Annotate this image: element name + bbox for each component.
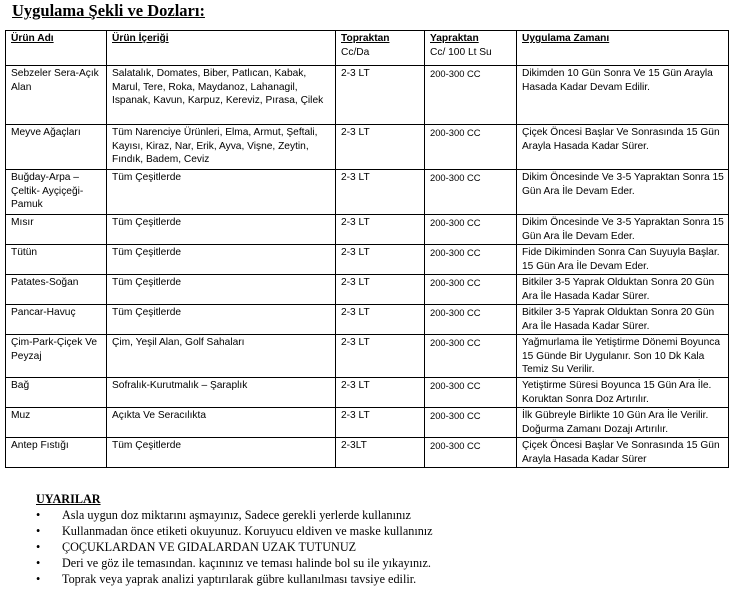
header-unit: Cc/Da (341, 46, 370, 58)
header-product-content (107, 31, 336, 66)
cell-soil-dose: 2-3 LT (336, 335, 425, 378)
cell-soil-dose: 2-3 LT (336, 215, 425, 245)
cell-leaf-dose: 200-300 CC (425, 170, 517, 215)
table-row (6, 335, 729, 378)
table-row (6, 170, 729, 215)
warning-item (36, 571, 433, 587)
table-row (6, 378, 729, 408)
cell-product-content: Tüm Çeşitlerde (107, 438, 336, 468)
cell-product-name: Antep Fıstığı (6, 438, 107, 468)
cell-product-content: Tüm Çeşitlerde (107, 275, 336, 305)
cell-product-name: Sebzeler Sera-Açık Alan (6, 66, 107, 125)
cell-application-time: Bitkiler 3-5 Yaprak Olduktan Sonra 20 Gün Ara İle Hasada Kadar Sürer. (517, 275, 729, 305)
page-title: Uygulama Şekli ve Dozları: (12, 1, 205, 20)
cell-application-time: Yetiştirme Süresi Boyunca 15 Gün Ara İle. Koruktan Sonra Doz Artırılır. (517, 378, 729, 408)
table-header-row (6, 31, 729, 66)
cell-product-name: Meyve Ağaçları (6, 125, 107, 170)
cell-soil-dose: 2-3 LT (336, 66, 425, 125)
cell-product-name: Çim-Park-Çiçek Ve Peyzaj (6, 335, 107, 378)
warning-text: Kullanmadan önce etiketi okuyunuz. Koruyucu eldiven ve maske kullanınız (62, 524, 433, 538)
warning-text: Asla uygun doz miktarını aşmayınız, Sadece gerekli yerlerde kullanınız (62, 508, 411, 522)
warning-text: ÇOÇUKLARDAN VE GIDALARDAN UZAK TUTUNUZ (62, 540, 357, 554)
cell-soil-dose: 2-3LT (336, 438, 425, 468)
warning-text: Deri ve göz ile temasından. kaçınınız ve teması halinde bol su ile yıkayınız. (62, 556, 431, 570)
cell-leaf-dose: 200-300 CC (425, 215, 517, 245)
table-row (6, 305, 729, 335)
cell-product-content: Çim, Yeşil Alan, Golf Sahaları (107, 335, 336, 378)
cell-leaf-dose: 200-300 CC (425, 305, 517, 335)
cell-product-content: Tüm Çeşitlerde (107, 215, 336, 245)
table-row (6, 215, 729, 245)
bullet-icon: • (36, 540, 41, 554)
table-row (6, 275, 729, 305)
warning-item (36, 523, 433, 539)
cell-soil-dose: 2-3 LT (336, 245, 425, 275)
cell-product-content: Tüm Çeşitlerde (107, 305, 336, 335)
cell-soil-dose: 2-3 LT (336, 378, 425, 408)
header-leaf-dose (425, 31, 517, 66)
cell-application-time: Dikim Öncesinde Ve 3-5 Yapraktan Sonra 15 Gün Ara İle Devam Eder. (517, 215, 729, 245)
header-unit: Cc/ 100 Lt Su (430, 46, 492, 58)
header-label: Yapraktan (430, 33, 479, 44)
cell-product-name: Pancar-Havuç (6, 305, 107, 335)
warning-item (36, 539, 433, 555)
bullet-icon: • (36, 508, 41, 522)
cell-leaf-dose: 200-300 CC (425, 438, 517, 468)
table-row (6, 408, 729, 438)
dosage-table (5, 30, 729, 468)
cell-leaf-dose: 200-300 CC (425, 378, 517, 408)
bullet-icon: • (36, 572, 41, 586)
cell-product-content: Tüm Narenciye Ürünleri, Elma, Armut, Şeftali, Kayısı, Kiraz, Nar, Erik, Ayva, Vişne, Zeytin, Fındık, Badem, Ceviz (107, 125, 336, 170)
warnings-title: UYARILAR (36, 492, 101, 506)
cell-product-content: Tüm Çeşitlerde (107, 245, 336, 275)
cell-application-time: Fide Dikiminden Sonra Can Suyuyla Başlar. 15 Gün Ara İle Devam Eder. (517, 245, 729, 275)
cell-leaf-dose: 200-300 CC (425, 245, 517, 275)
header-soil-dose (336, 31, 425, 66)
cell-product-name: Buğday-Arpa – Çeltik- Ayçiçeği-Pamuk (6, 170, 107, 215)
warnings-list (36, 507, 433, 587)
cell-product-content: Salatalık, Domates, Biber, Patlıcan, Kabak, Marul, Tere, Roka, Maydanoz, Lahanagil, Ispanak, Kavun, Karpuz, Kereviz, Pırasa, Çilek (107, 66, 336, 125)
cell-soil-dose: 2-3 LT (336, 305, 425, 335)
cell-product-name: Muz (6, 408, 107, 438)
cell-application-time: Bitkiler 3-5 Yaprak Olduktan Sonra 20 Gün Ara İle Hasada Kadar Sürer. (517, 305, 729, 335)
cell-application-time: Çiçek Öncesi Başlar Ve Sonrasında 15 Gün Arayla Hasada Kadar Sürer. (517, 125, 729, 170)
cell-soil-dose: 2-3 LT (336, 275, 425, 305)
cell-product-content: Açıkta Ve Seracılıkta (107, 408, 336, 438)
cell-soil-dose: 2-3 LT (336, 408, 425, 438)
cell-application-time: İlk Gübreyle Birlikte 10 Gün Ara İle Verilir. Doğurma Zamanı Dozajı Artırılır. (517, 408, 729, 438)
table-row (6, 125, 729, 170)
header-product-name (6, 31, 107, 66)
cell-product-name: Tütün (6, 245, 107, 275)
bullet-icon: • (36, 556, 41, 570)
cell-leaf-dose: 200-300 CC (425, 335, 517, 378)
cell-application-time: Dikim Öncesinde Ve 3-5 Yapraktan Sonra 15 Gün Ara İle Devam Eder. (517, 170, 729, 215)
cell-application-time: Çiçek Öncesi Başlar Ve Sonrasında 15 Gün Arayla Hasada Kadar Sürer (517, 438, 729, 468)
cell-leaf-dose: 200-300 CC (425, 125, 517, 170)
header-label: Uygulama Zamanı (522, 33, 610, 44)
bullet-icon: • (36, 524, 41, 538)
table-row (6, 438, 729, 468)
warning-item (36, 507, 433, 523)
table-row (6, 245, 729, 275)
cell-soil-dose: 2-3 LT (336, 125, 425, 170)
cell-product-content: Sofralık-Kurutmalık – Şaraplık (107, 378, 336, 408)
cell-leaf-dose: 200-300 CC (425, 275, 517, 305)
table-row (6, 66, 729, 125)
header-label: Ürün Adı (11, 33, 54, 44)
warning-item (36, 555, 433, 571)
warnings-section (36, 491, 433, 587)
cell-soil-dose: 2-3 LT (336, 170, 425, 215)
cell-application-time: Yağmurlama İle Yetiştirme Dönemi Boyunca 15 Günde Bir Uygulanır. Son 10 Dk Kala Temiz Su Verilir. (517, 335, 729, 378)
warning-text: Toprak veya yaprak analizi yaptırılarak gübre kullanılması tavsiye edilir. (62, 572, 417, 586)
header-label: Ürün İçeriği (112, 33, 169, 44)
cell-leaf-dose: 200-300 CC (425, 408, 517, 438)
cell-product-content: Tüm Çeşitlerde (107, 170, 336, 215)
header-label: Topraktan (341, 33, 390, 44)
cell-product-name: Patates-Soğan (6, 275, 107, 305)
header-application-time (517, 31, 729, 66)
cell-product-name: Bağ (6, 378, 107, 408)
cell-leaf-dose: 200-300 CC (425, 66, 517, 125)
cell-application-time: Dikimden 10 Gün Sonra Ve 15 Gün Arayla Hasada Kadar Devam Edilir. (517, 66, 729, 125)
cell-product-name: Mısır (6, 215, 107, 245)
